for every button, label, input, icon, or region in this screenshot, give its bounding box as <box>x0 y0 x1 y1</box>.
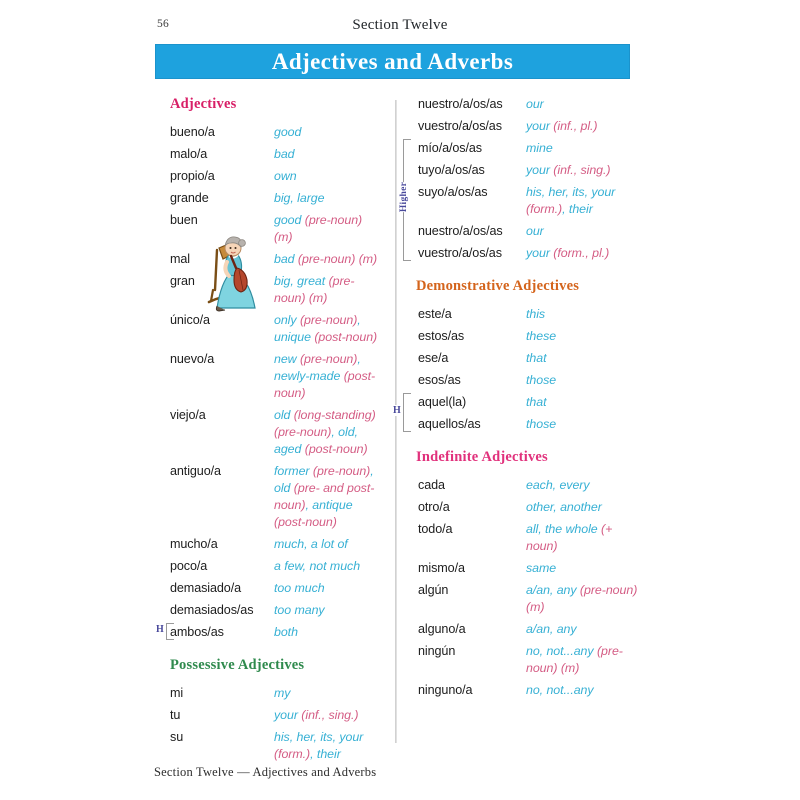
glossary-entry <box>404 499 644 516</box>
entry-gloss: bad (pre-noun) (m) <box>274 252 378 266</box>
glossary-entry <box>158 624 383 641</box>
entry-gloss: good (pre-noun) (m) <box>274 213 363 244</box>
entry-gloss: too much <box>274 581 325 595</box>
entry-gloss: your (inf., sing.) <box>274 708 359 722</box>
entry-term: mismo/a <box>418 561 465 575</box>
entry-gloss: our <box>526 97 544 111</box>
section-heading: Indefinite Adjectives <box>416 449 548 465</box>
entry-term: otro/a <box>418 500 450 514</box>
glossary-entry <box>404 621 644 638</box>
glossary-entry <box>404 118 644 135</box>
entry-gloss: good <box>274 125 302 139</box>
entry-term: gran <box>170 274 195 288</box>
glossary-entry <box>404 328 644 345</box>
entry-term: ese/a <box>418 351 449 365</box>
entry-gloss: all, the whole (+ noun) <box>526 522 613 553</box>
glossary-entry <box>404 560 644 577</box>
entry-gloss: mine <box>526 141 553 155</box>
entry-gloss: those <box>526 417 557 431</box>
entry-gloss: same <box>526 561 557 575</box>
entry-gloss: a few, not much <box>274 559 361 573</box>
entry-term: alguno/a <box>418 622 466 636</box>
glossary-entry <box>158 212 383 246</box>
page-title-bar <box>155 44 630 79</box>
entry-gloss: old (long-standing) (pre-noun), old, aged (post-noun) <box>274 408 376 456</box>
entry-term: buen <box>170 213 198 227</box>
entry-term: cada <box>418 478 445 492</box>
glossary-entry <box>404 96 644 113</box>
glossary-entry <box>404 306 644 323</box>
glossary-entry <box>404 184 644 218</box>
entry-gloss: both <box>274 625 298 639</box>
glossary-entry <box>404 643 644 677</box>
glossary-entry <box>404 582 644 616</box>
section-kicker: Section Twelve <box>352 17 448 33</box>
entry-gloss: each, every <box>526 478 590 492</box>
entry-term: su <box>170 730 184 744</box>
entry-term: demasiados/as <box>170 603 254 617</box>
entry-gloss: a/an, any (pre-noun) (m) <box>526 583 638 614</box>
section-heading: Possessive Adjectives <box>170 657 305 673</box>
entry-term: nuevo/a <box>170 352 215 366</box>
entry-gloss: too many <box>274 603 325 617</box>
page-number: 56 <box>157 18 170 30</box>
glossary-entry <box>158 124 383 141</box>
entry-term: tu <box>170 708 181 722</box>
entry-gloss: former (pre-noun), old (pre- and post-noun), antique (post-noun) <box>274 464 375 529</box>
glossary-entry <box>158 251 383 268</box>
elderly-woman-rocking-chair-illustration <box>203 232 269 316</box>
entry-gloss: new (pre-noun), newly-made (post-noun) <box>274 352 376 400</box>
entry-gloss: that <box>526 395 547 409</box>
higher-level-label: Higher <box>399 181 410 213</box>
left-column <box>158 96 383 768</box>
entry-term: viejo/a <box>170 408 206 422</box>
entry-gloss: my <box>274 686 291 700</box>
section-heading: Demonstrative Adjectives <box>416 278 580 294</box>
entry-term: malo/a <box>170 147 208 161</box>
glossary-entry <box>158 190 383 207</box>
glossary-entry <box>404 162 644 179</box>
entry-gloss: his, her, its, your (form.), their <box>274 730 364 761</box>
entry-term: mal <box>170 252 190 266</box>
glossary-entry <box>158 273 383 307</box>
entry-term: esos/as <box>418 373 461 387</box>
glossary-entry <box>404 245 644 262</box>
glossary-entry <box>404 477 644 494</box>
entry-gloss: your (inf., pl.) <box>526 119 598 133</box>
entry-term: propio/a <box>170 169 215 183</box>
entry-gloss: big, great (pre-noun) (m) <box>274 274 355 305</box>
entry-term: nuestro/a/os/as <box>418 97 503 111</box>
glossary-entry <box>404 223 644 240</box>
entry-term: nuestro/a/os/as <box>418 224 503 238</box>
entry-gloss: only (pre-noun), unique (post-noun) <box>274 313 378 344</box>
entry-term: algún <box>418 583 449 597</box>
entry-gloss: own <box>274 169 297 183</box>
glossary-entry <box>404 394 644 411</box>
entry-term: vuestro/a/os/as <box>418 246 502 260</box>
glossary-entry <box>158 707 383 724</box>
entry-term: único/a <box>170 313 210 327</box>
glossary-entry <box>404 521 644 555</box>
entry-term: estos/as <box>418 329 465 343</box>
higher-marker: H <box>156 623 164 635</box>
entry-gloss: a/an, any <box>526 622 577 636</box>
higher-marker: H <box>393 404 401 416</box>
entry-term: este/a <box>418 307 452 321</box>
glossary-entry <box>158 351 383 402</box>
entry-gloss: that <box>526 351 547 365</box>
entry-term: ninguno/a <box>418 683 473 697</box>
entry-gloss: big, large <box>274 191 325 205</box>
entry-term: poco/a <box>170 559 208 573</box>
glossary-entry <box>404 416 644 433</box>
entry-term: bueno/a <box>170 125 215 139</box>
entry-gloss: much, a lot of <box>274 537 348 551</box>
glossary-entry <box>158 580 383 597</box>
entry-term: todo/a <box>418 522 453 536</box>
glossary-entry <box>158 168 383 185</box>
section-heading: Adjectives <box>170 96 237 112</box>
glossary-entry <box>158 312 383 346</box>
entry-term: suyo/a/os/as <box>418 185 488 199</box>
entry-gloss: your (inf., sing.) <box>526 163 611 177</box>
glossary-entry <box>404 372 644 389</box>
entry-term: mucho/a <box>170 537 218 551</box>
glossary-entry <box>158 729 383 763</box>
right-column <box>404 96 644 704</box>
glossary-entry <box>158 407 383 458</box>
entry-gloss: our <box>526 224 544 238</box>
entry-term: grande <box>170 191 209 205</box>
entry-gloss: your (form., pl.) <box>526 246 610 260</box>
glossary-entry <box>158 685 383 702</box>
entry-term: vuestro/a/os/as <box>418 119 502 133</box>
page-footer: Section Twelve — Adjectives and Adverbs <box>154 765 377 779</box>
entry-term: ambos/as <box>170 625 224 639</box>
entry-term: aquellos/as <box>418 417 481 431</box>
glossary-entry <box>158 536 383 553</box>
entry-gloss: other, another <box>526 500 602 514</box>
entry-gloss: this <box>526 307 546 321</box>
entry-term: mío/a/os/as <box>418 141 482 155</box>
entry-term: aquel(la) <box>418 395 467 409</box>
entry-term: tuyo/a/os/as <box>418 163 485 177</box>
entry-gloss: those <box>526 373 557 387</box>
glossary-entry <box>158 558 383 575</box>
entry-gloss: no, not...any (pre-noun) (m) <box>526 644 623 675</box>
glossary-entry <box>404 140 644 157</box>
page-title: Adjectives and Adverbs <box>271 48 514 74</box>
entry-term: ningún <box>418 644 456 658</box>
glossary-entry <box>158 463 383 531</box>
entry-gloss: no, not...any <box>526 683 594 697</box>
glossary-entry <box>158 602 383 619</box>
entry-gloss: these <box>526 329 557 343</box>
entry-term: mi <box>170 686 184 700</box>
entry-term: antiguo/a <box>170 464 221 478</box>
entry-gloss: bad <box>274 147 295 161</box>
glossary-entry <box>404 682 644 699</box>
glossary-entry <box>404 350 644 367</box>
entry-gloss: his, her, its, your (form.), their <box>526 185 616 216</box>
entry-term: demasiado/a <box>170 581 242 595</box>
glossary-entry <box>158 146 383 163</box>
column-divider <box>395 100 397 743</box>
